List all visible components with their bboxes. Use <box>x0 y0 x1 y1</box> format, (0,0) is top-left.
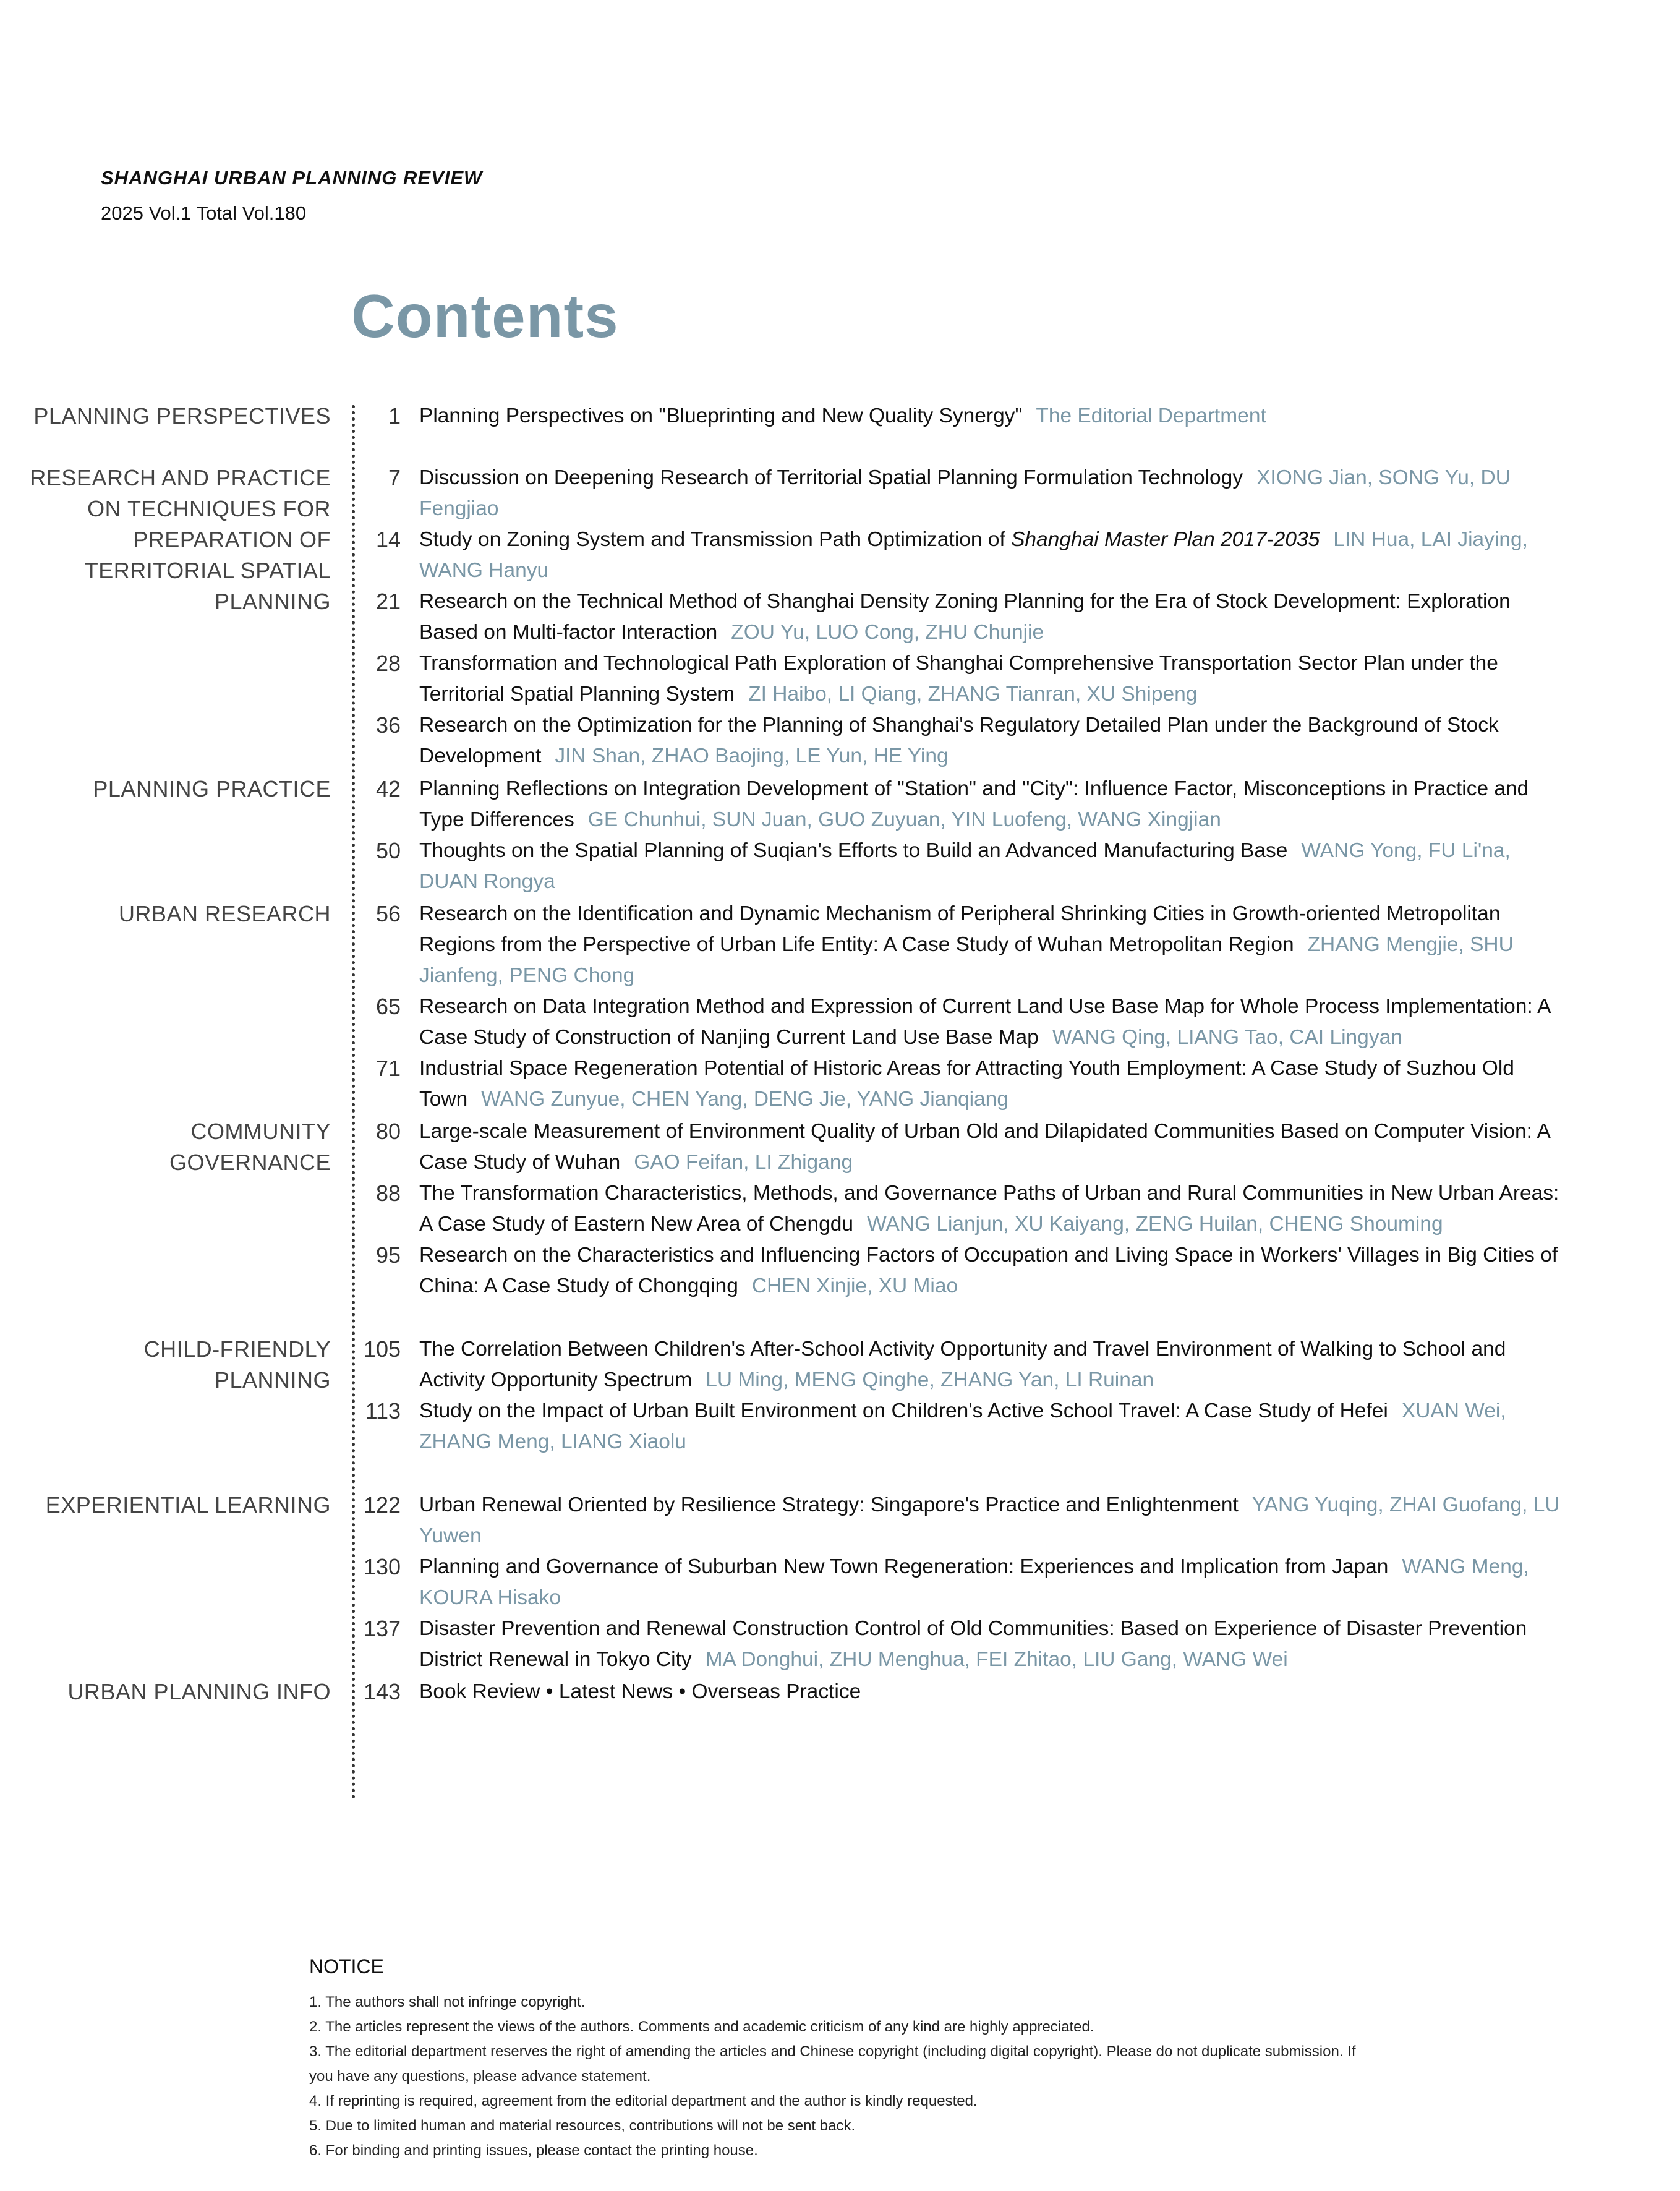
article-title: Disaster Prevention and Renewal Construction Control of Old Communities: Based on Experience of Disaster Prevention District Renewal in Tokyo City <box>419 1617 1527 1671</box>
section-label <box>9 401 331 432</box>
article-title: Research on the Characteristics and Influencing Factors of Occupation and Living Space in Workers' Villages in Big Cities of China: A Case Study of Chongqing <box>419 1244 1558 1297</box>
article-title: Discussion on Deepening Research of Territorial Spatial Planning Formulation Technology <box>419 466 1243 489</box>
article-authors: WANG Zunyue, CHEN Yang, DENG Jie, YANG Jianqiang <box>481 1088 1008 1111</box>
page-number: 80 <box>375 1119 401 1144</box>
page-number: 65 <box>375 994 401 1019</box>
section-label-line: PLANNING <box>214 589 331 614</box>
article-authors: CHEN Xinjie, XU Miao <box>751 1275 958 1297</box>
section-label <box>9 1490 331 1521</box>
toc-entry[interactable] <box>375 1240 1569 1302</box>
article-title: Planning and Governance of Suburban New Town Regeneration: Experiences and Implication from Japan <box>419 1555 1389 1578</box>
toc-entry[interactable] <box>375 648 1569 710</box>
page-number: 122 <box>363 1492 401 1518</box>
article-title: Research on the Optimization for the Planning of Shanghai's Regulatory Detailed Plan under the Background of Stock Development <box>419 714 1499 767</box>
article-title <box>419 528 1320 551</box>
article-authors: WANG Yong, FU Li'na, DUAN Rongya <box>419 839 1511 893</box>
page-title: Contents <box>351 282 619 350</box>
toc-entry[interactable] <box>375 1178 1569 1240</box>
page-number: 95 <box>375 1242 401 1268</box>
journal-name: SHANGHAI URBAN PLANNING REVIEW <box>101 167 483 189</box>
toc-entry[interactable] <box>375 586 1569 648</box>
page-number: 88 <box>375 1181 401 1206</box>
volume-info: 2025 Vol.1 Total Vol.180 <box>101 202 307 224</box>
toc-entry[interactable] <box>363 1552 1569 1613</box>
page-number: 137 <box>363 1616 401 1641</box>
notice-item: 4. If reprinting is required, agreement from the editorial department and the author is kindly requested. <box>309 2093 978 2109</box>
article-title: Planning Perspectives on "Blueprinting and New Quality Synergy" <box>419 404 1023 427</box>
page-number: 21 <box>375 589 401 614</box>
article-authors: LU Ming, MENG Qinghe, ZHANG Yan, LI Ruinan <box>706 1369 1154 1391</box>
article-title: Research on the Identification and Dynamic Mechanism of Peripheral Shrinking Cities in Growth-oriented Metropolitan Regions from the Perspective of Urban Life Entity: A Case Study of Wuhan Metropolitan Region <box>419 902 1501 956</box>
article-title-main: Study on Zoning System and Transmission Path Optimization of <box>419 528 1012 551</box>
article-title: Urban Renewal Oriented by Resilience Strategy: Singapore's Practice and Enlightenment <box>419 1493 1239 1516</box>
article-title: Industrial Space Regeneration Potential of Historic Areas for Attracting Youth Employment: A Case Study of Suzhou Old Town <box>419 1057 1514 1111</box>
notice-item: 3. The editorial department reserves the right of amending the articles and Chinese copyright (including digital copyright). Please do not duplicate submission. If you have any questions, please advance statement. <box>309 2043 1356 2085</box>
page-number: 113 <box>365 1398 401 1424</box>
article-authors: WANG Qing, LIANG Tao, CAI Lingyan <box>1052 1026 1402 1049</box>
notice-item: 2. The articles represent the views of the authors. Comments and academic criticism of any kind are highly appreciated. <box>309 2018 1094 2035</box>
section-label-line: ON TECHNIQUES FOR <box>87 496 331 521</box>
toc-section <box>0 899 1680 1115</box>
section-label-line: CHILD-FRIENDLY <box>143 1336 331 1362</box>
page-number: 71 <box>375 1056 401 1081</box>
toc-entry[interactable] <box>363 1676 1569 1707</box>
page-number: 56 <box>375 901 401 926</box>
page-number: 14 <box>375 527 401 552</box>
section-label-line: URBAN RESEARCH <box>118 901 331 926</box>
toc-entry[interactable] <box>388 463 1569 524</box>
section-label-line: PLANNING <box>214 1367 331 1393</box>
toc-entry[interactable] <box>375 524 1569 586</box>
article-title: The Correlation Between Children's After-School Activity Opportunity and Travel Environment of Walking to School and Activity Opportunity Spectrum <box>419 1338 1506 1391</box>
section-label <box>9 1116 331 1178</box>
article-authors: LIN Hua, LAI Jiaying, WANG Hanyu <box>419 528 1528 582</box>
article-title-italic: Shanghai Master Plan 2017-2035 <box>1011 528 1320 551</box>
toc-entry[interactable] <box>363 1490 1569 1552</box>
article-title: Research on Data Integration Method and Expression of Current Land Use Base Map for Whole Process Implementation: A Case Study of Construction of Nanjing Current Land Use Base Map <box>419 995 1550 1049</box>
page-number: 36 <box>375 712 401 738</box>
notice-title: NOTICE <box>309 1955 384 1978</box>
section-label <box>9 899 331 929</box>
article-authors: ZHANG Mengjie, SHU Jianfeng, PENG Chong <box>419 933 1514 987</box>
section-label-line: PREPARATION OF <box>133 527 331 552</box>
toc-section <box>0 463 1680 772</box>
page-number: 143 <box>363 1679 401 1704</box>
article-authors: ZOU Yu, LUO Cong, ZHU Chunjie <box>731 621 1044 644</box>
toc-entry[interactable] <box>375 774 1569 835</box>
section-label-line: PLANNING PRACTICE <box>93 776 331 801</box>
notice-item: 5. Due to limited human and material resources, contributions will not be sent back. <box>309 2117 856 2134</box>
article-title: The Transformation Characteristics, Methods, and Governance Paths of Urban and Rural Communities in New Urban Areas: A Case Study of Eastern New Area of Chengdu <box>419 1182 1559 1236</box>
section-label-line: COMMUNITY <box>190 1119 331 1144</box>
page-number: 28 <box>375 651 401 676</box>
page-number: 130 <box>363 1554 401 1579</box>
notice-item: 1. The authors shall not infringe copyright. <box>309 1994 586 2010</box>
toc-entry[interactable] <box>375 991 1569 1053</box>
toc-entry[interactable] <box>365 1396 1569 1458</box>
page-number: 7 <box>388 465 401 490</box>
notice-item: 6. For binding and printing issues, please contact the printing house. <box>309 2142 758 2159</box>
notice-list <box>309 1990 1360 2163</box>
toc-section <box>0 1116 1680 1302</box>
article-title: Large-scale Measurement of Environment Quality of Urban Old and Dilapidated Communities Based on Computer Vision: A Case Study of Wuhan <box>419 1120 1550 1174</box>
page-number: 50 <box>375 838 401 863</box>
article-authors: MA Donghui, ZHU Menghua, FEI Zhitao, LIU Gang, WANG Wei <box>705 1648 1288 1671</box>
toc-section <box>0 774 1680 897</box>
article-authors: GE Chunhui, SUN Juan, GUO Zuyuan, YIN Luofeng, WANG Xingjian <box>587 808 1221 831</box>
section-label <box>9 463 331 617</box>
article-authors: WANG Lianjun, XU Kaiyang, ZENG Huilan, CHENG Shouming <box>867 1213 1443 1236</box>
section-label <box>9 1334 331 1396</box>
section-label <box>9 774 331 805</box>
toc-entry[interactable] <box>375 710 1569 772</box>
toc-section <box>0 1334 1680 1458</box>
article-title: Thoughts on the Spatial Planning of Suqian's Efforts to Build an Advanced Manufacturing Base <box>419 839 1288 862</box>
article-authors: YANG Yuqing, ZHAI Guofang, LU Yuwen <box>419 1493 1560 1547</box>
article-authors: ZI Haibo, LI Qiang, ZHANG Tianran, XU Shipeng <box>748 683 1198 706</box>
toc-section <box>0 1490 1680 1675</box>
article-title: Planning Reflections on Integration Development of "Station" and "City": Influence Factor, Misconceptions in Practice and Type Differences <box>419 777 1529 831</box>
page-number: 105 <box>363 1336 401 1362</box>
page-number: 42 <box>375 776 401 801</box>
section-label-line: GOVERNANCE <box>169 1150 331 1175</box>
article-authors: XIONG Jian, SONG Yu, DU Fengjiao <box>419 466 1511 520</box>
article-authors: WANG Meng, KOURA Hisako <box>419 1555 1529 1609</box>
article-authors: The Editorial Department <box>1036 404 1266 427</box>
section-label-line: URBAN PLANNING INFO <box>67 1679 331 1704</box>
article-title: Study on the Impact of Urban Built Environment on Children's Active School Travel: A Case Study of Hefei <box>419 1399 1388 1422</box>
toc-entry[interactable] <box>388 401 1569 432</box>
toc-section <box>0 401 1680 432</box>
toc-entry[interactable] <box>363 1613 1569 1675</box>
section-label <box>9 1676 331 1707</box>
section-label-line: PLANNING PERSPECTIVES <box>33 403 331 429</box>
section-label-line: RESEARCH AND PRACTICE <box>30 465 331 490</box>
toc-entry[interactable] <box>375 899 1569 991</box>
toc-entry[interactable] <box>375 835 1569 897</box>
article-title: Research on the Technical Method of Shanghai Density Zoning Planning for the Era of Stock Development: Exploration Based on Multi-factor Interaction <box>419 590 1511 644</box>
page-number: 1 <box>388 403 401 429</box>
article-authors: JIN Shan, ZHAO Baojing, LE Yun, HE Ying <box>555 745 949 767</box>
article-title: Book Review • Latest News • Overseas Practice <box>419 1680 861 1703</box>
article-authors: XUAN Wei, ZHANG Meng, LIANG Xiaolu <box>419 1399 1506 1453</box>
toc-entry[interactable] <box>363 1334 1569 1396</box>
article-authors: GAO Feifan, LI Zhigang <box>634 1151 853 1174</box>
toc-entry[interactable] <box>375 1116 1569 1178</box>
toc-entry[interactable] <box>375 1053 1569 1115</box>
article-title: Transformation and Technological Path Exploration of Shanghai Comprehensive Transportation Sector Plan under the Territorial Spatial Planning System <box>419 652 1498 706</box>
toc-section <box>0 1676 1680 1707</box>
section-label-line: EXPERIENTIAL LEARNING <box>45 1492 331 1518</box>
section-label-line: TERRITORIAL SPATIAL <box>84 558 331 583</box>
